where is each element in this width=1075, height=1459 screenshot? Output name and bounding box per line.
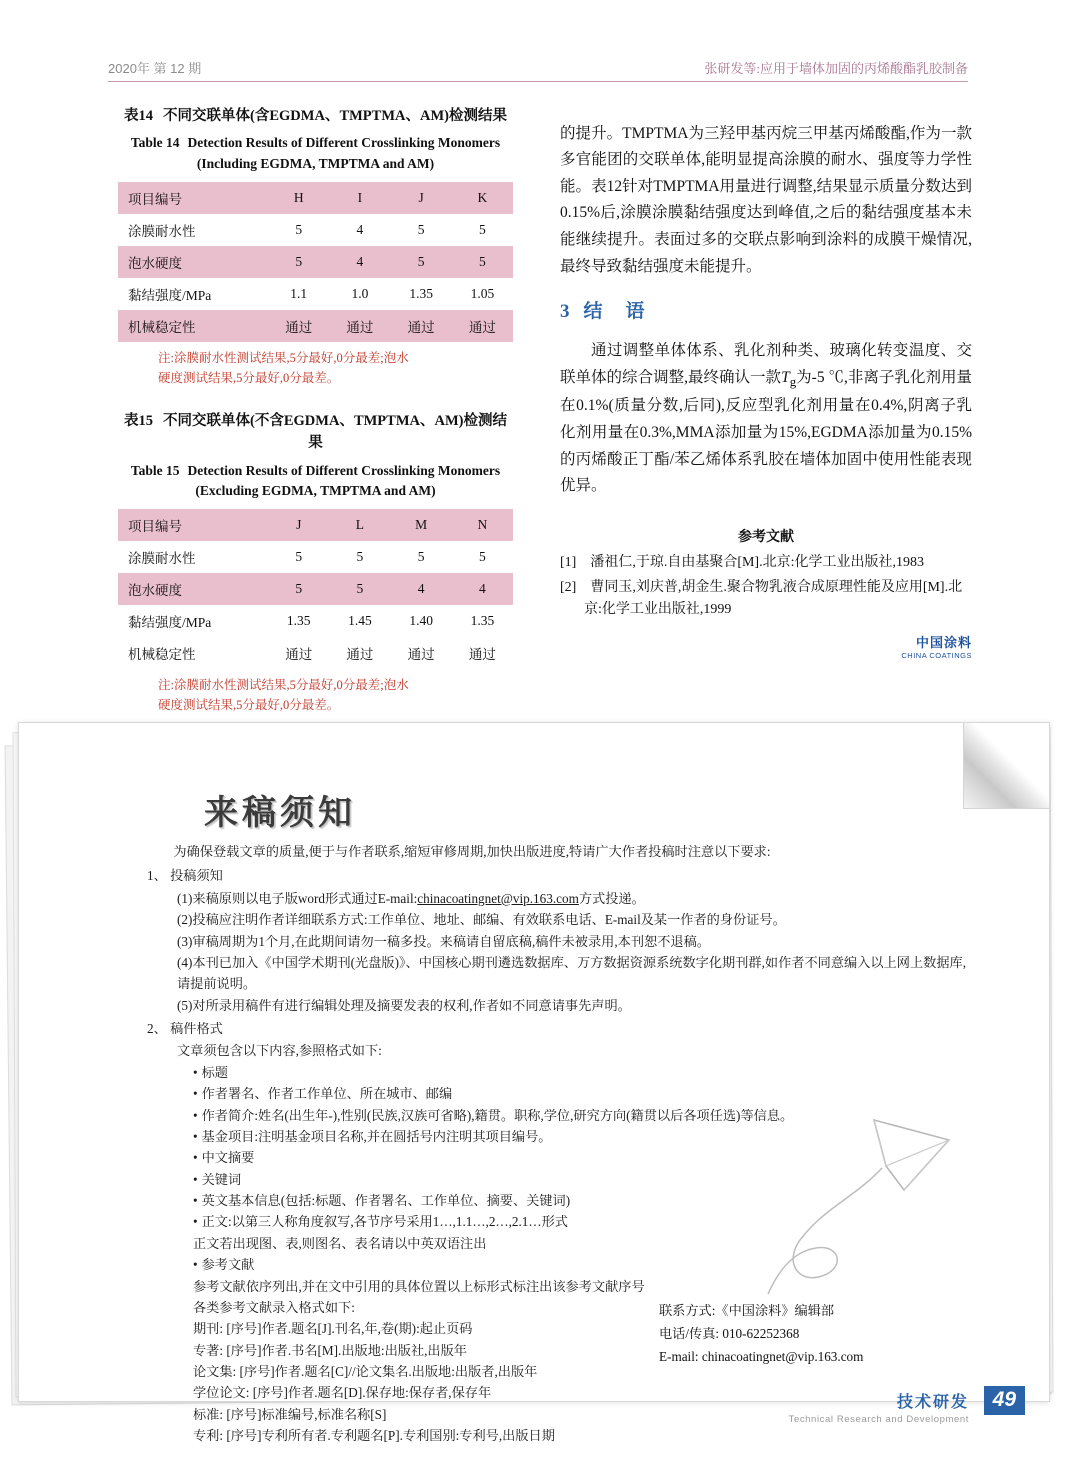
footer-section-cn: 技术研发 — [896, 1394, 969, 1411]
table15-col-3: M — [415, 517, 428, 533]
bullet-dot: • — [193, 1107, 198, 1123]
submission-email-link[interactable]: chinacoatingnet@vip.163.com — [417, 890, 579, 906]
table14-en-text: Detection Results of Different Crosslinking Monomers (Including EGDMA, TMPTMA and AM) — [187, 135, 501, 171]
cell: 通过 — [468, 319, 496, 335]
conclusion-paragraph — [560, 338, 972, 500]
bullet-dot: • — [193, 1214, 198, 1230]
section-title: 结 语 — [583, 300, 647, 322]
table15-col-4: N — [477, 517, 488, 533]
journal-logo-en: CHINA COATINGS — [901, 651, 972, 661]
ref-rule: 学位论文: [序号]作者.题名[D].保存地:保存者,保存年 — [193, 1385, 492, 1401]
cell: 黏结强度/MPa — [128, 615, 212, 631]
conclusion-part-b: 为-5 ℃,非离子乳化剂用量在0.1%(质量分数,后同),反应型乳化剂用量在0.4%,阴离子乳化剂用量在0.3%,MMA添加量为15%,EGDMA添加量为0.15%的丙烯酸正丁酯/苯乙烯体系乳胶在墙体加固中使用性能表现优异。 — [560, 369, 972, 495]
table-row — [118, 278, 513, 310]
table14-col-4: K — [477, 189, 488, 205]
table15-cn-label: 表15 — [124, 412, 154, 429]
bullet-dot: • — [193, 1086, 198, 1102]
table-block-14 — [118, 105, 513, 388]
bullet-dot: • — [193, 1171, 198, 1187]
cell: 5 — [417, 221, 425, 237]
right-column — [560, 105, 972, 660]
cell: 5 — [356, 549, 364, 565]
table-row — [118, 246, 513, 278]
table14-cn-label: 表14 — [124, 108, 154, 124]
notice-bullet — [147, 1062, 977, 1083]
notice-section2-head: 2、 稿件格式 — [147, 1021, 223, 1036]
ref-rule: 论文集: [序号]作者.题名[C]//论文集名.出版地:出版者,出版年 — [193, 1364, 538, 1379]
journal-logo — [560, 632, 972, 660]
header-issue: 2020年 第 12 期 — [108, 61, 202, 76]
notice-section2-lead: 文章须包含以下内容,参照格式如下: — [177, 1043, 382, 1059]
notice-section1-head: 1、 投稿须知 — [147, 868, 223, 884]
cell: 5 — [479, 253, 486, 269]
cell: 1.45 — [348, 613, 372, 629]
cell: 1.05 — [470, 285, 495, 301]
table14-en-caption — [118, 133, 513, 174]
conclusion-part-a: 通过调整单体体系、乳化剂种类、玻璃化转变温度、交联单体的综合调整,最终确认一款 — [560, 342, 972, 387]
cell: 1.35 — [409, 285, 433, 301]
footer-label-group — [789, 1389, 969, 1425]
bullet-text: 英文基本信息(包括:标题、作者署名、工作单位、摘要、关键词) — [201, 1193, 571, 1208]
bullet-text: 作者简介:姓名(出生年-),性别(民族,汉族可省略),籍贯。职称,学位,研究方向(籍贯以后各项任选)等信息。 — [201, 1107, 794, 1123]
cell: 5 — [295, 549, 303, 565]
cell: 5 — [295, 221, 303, 237]
paragraph-continuation: 的提升。TMPTMA为三羟甲基丙烷三甲基丙烯酸酯,作为一款多官能团的交联单体,能明显提高涂膜的耐水、强度等力学性能。表12针对TMPTMA用量进行调整,结果显示质量分数达到0.15%后,涂膜涂膜黏结强度达到峰值,之后的黏结强度基本未能继续提升。表面过多的交联点影响到涂料的成膜干燥情况,最终导致黏结强度未能提升。 — [560, 124, 972, 275]
table-row — [118, 573, 513, 605]
ref-rule: 标准: [序号]标准编号,标准名称[S] — [193, 1406, 387, 1422]
cell: 泡水硬度 — [128, 255, 182, 271]
bullet-text: 中文摘要 — [201, 1150, 255, 1166]
table-row — [118, 637, 513, 669]
table14-header-row — [118, 182, 513, 214]
table15-header-row — [118, 509, 513, 541]
bullet-text: 标题 — [201, 1064, 228, 1080]
bullet-text: 作者署名、作者工作单位、所在城市、邮编 — [201, 1086, 453, 1102]
section-heading — [560, 296, 972, 323]
cell: 机械稳定性 — [128, 319, 196, 335]
cell: 5 — [295, 581, 303, 597]
bullet-dot: • — [193, 1193, 198, 1208]
cell: 通过 — [285, 647, 313, 663]
notice-item: (5)对所录用稿件有进行编辑处理及摘要发表的权利,作者如不同意请事先声明。 — [177, 997, 631, 1013]
cell: 4 — [417, 581, 425, 597]
cell: 机械稳定性 — [128, 647, 196, 663]
notice-item: (3)审稿周期为1个月,在此期间请勿一稿多投。来稿请自留底稿,稿件未被录用,本刊恕不退稿。 — [177, 933, 710, 949]
table14-en-label: Table 14 — [130, 135, 180, 151]
cell: 5 — [479, 549, 486, 565]
table-block-15 — [118, 410, 513, 715]
notice-item — [147, 888, 977, 909]
cell: 5 — [295, 253, 303, 269]
cell: 5 — [417, 253, 425, 269]
notice-item: (2)投稿应注明作者详细联系方式:工作单位、地址、邮编、有效联系电话、E-mail及某一作者的身份证号。 — [177, 912, 786, 928]
table15-note-line2: 硬度测试结果,5分最好,0分最差。 — [158, 698, 340, 713]
cell: 通过 — [346, 319, 374, 335]
cell: 1.40 — [409, 613, 433, 629]
cell: 1.0 — [351, 285, 369, 301]
reference-item: [1] 潘祖仁,于琼.自由基聚合[M].北京:化学工业出版社,1983 — [560, 555, 924, 571]
table14 — [118, 182, 513, 342]
bullet-text: 参考文献 — [201, 1257, 255, 1273]
notice-title: 来稿须知 — [204, 794, 356, 832]
cell: 通过 — [468, 647, 496, 663]
bullet-text: 正文:以第三人称角度叙写,各节序号采用1…,1.1…,2…,2.1…形式 — [201, 1214, 568, 1230]
bullet-text: 基金项目:注明基金项目名称,并在圆括号内注明其项目编号。 — [201, 1128, 552, 1144]
table15-col-1: J — [296, 517, 302, 533]
cell: 5 — [356, 581, 364, 597]
table-row — [118, 541, 513, 573]
ref-rule: 专著: [序号]作者.书名[M].出版地:出版社,出版年 — [193, 1342, 467, 1358]
table14-cn-caption — [118, 105, 513, 127]
table14-note-line1: 注:涂膜耐水性测试结果,5分最好,0分最差;泡水 — [158, 350, 409, 365]
table15-cn-caption — [118, 410, 513, 455]
bullet-dot: • — [193, 1257, 198, 1273]
cell: 1.1 — [290, 285, 308, 301]
page-curl-corner — [963, 723, 1049, 809]
table-row — [118, 605, 513, 637]
cell: 5 — [417, 549, 425, 565]
cell: 4 — [356, 253, 364, 269]
header-running-title: 张研发等:应用于墙体加固的丙烯酸酯乳胶制备 — [704, 61, 968, 76]
table14-col-1: H — [293, 189, 304, 205]
journal-logo-cn: 中国涂料 — [915, 635, 972, 651]
page-footer — [789, 1389, 1025, 1425]
table14-note-line2: 硬度测试结果,5分最好,0分最差。 — [158, 370, 340, 385]
bullet-dot: • — [193, 1064, 198, 1080]
cell: 通过 — [346, 647, 374, 663]
footer-row — [789, 1389, 1025, 1425]
table15-en-caption — [118, 461, 513, 502]
spacer — [118, 388, 513, 410]
references-heading: 参考文献 — [738, 530, 794, 546]
footer-section-en: Technical Research and Development — [788, 1414, 969, 1425]
ref-rule: 专利: [序号]专利所有者.专利题名[P].专利国别:专利号,出版日期 — [193, 1428, 555, 1444]
cell: 1.35 — [470, 613, 495, 629]
ref-rule: 各类参考文献录入格式如下: — [193, 1299, 355, 1315]
cell: 通过 — [407, 647, 435, 663]
cell: 4 — [479, 581, 486, 597]
footer-page-box — [983, 1390, 1025, 1424]
bullet-dot: • — [193, 1128, 198, 1144]
bullet-text: 关键词 — [201, 1171, 242, 1187]
cell: 1.35 — [286, 613, 311, 629]
table15-en-label: Table 15 — [130, 462, 180, 478]
table15-note-line1: 注:涂膜耐水性测试结果,5分最好,0分最差;泡水 — [158, 678, 409, 693]
contact-line: 联系方式:《中国涂料》编辑部 — [659, 1303, 835, 1318]
cell: 涂膜耐水性 — [128, 223, 196, 239]
cell: 泡水硬度 — [128, 583, 182, 599]
left-column — [118, 105, 513, 715]
contact-email[interactable]: E-mail: chinacoatingnet@vip.163.com — [659, 1349, 864, 1365]
ref-rule: 期刊: [序号]作者.题名[J].刊名,年,卷(期):起止页码 — [193, 1321, 473, 1337]
table14-col-3: J — [418, 189, 424, 205]
table15 — [118, 509, 513, 669]
notice-sheet-group — [0, 688, 1075, 1444]
page-header — [108, 58, 968, 82]
table14-note — [118, 348, 513, 388]
table15-col-2: L — [355, 517, 365, 533]
cell: 通过 — [285, 319, 313, 335]
table15-cn-text: 不同交联单体(不含EGDMA、TMPTMA、AM)检测结果 — [163, 412, 507, 452]
ref-rule: 参考文献依序列出,并在文中引用的具体位置以上标形式标注出该参考文献序号 — [193, 1278, 645, 1294]
cell: 涂膜耐水性 — [128, 551, 196, 567]
table15-col-0: 项目编号 — [128, 519, 182, 535]
table-row — [118, 214, 513, 246]
page-number: 49 — [984, 1386, 1025, 1415]
bullet-dot: • — [193, 1150, 198, 1166]
tg-symbol: T — [781, 369, 790, 387]
cell: 通过 — [407, 319, 435, 335]
section-number: 3 — [560, 300, 572, 322]
tg-subscript: g — [789, 374, 797, 390]
header-rule — [108, 81, 968, 82]
table-row — [118, 310, 513, 342]
reference-item: [2] 曹同玉,刘庆普,胡金生.聚合物乳液合成原理性能及应用[M].北京:化学工业出版社,1999 — [560, 579, 963, 618]
contact-phone: 电话/传真: 010-62252368 — [659, 1326, 800, 1342]
notice-item-1-c: 方式投递。 — [578, 890, 645, 906]
notice-extra-line: 正文若出现图、表,则图名、表名请以中英双语注出 — [193, 1235, 487, 1251]
table14-cn-text: 不同交联单体(含EGDMA、TMPTMA、AM)检测结果 — [163, 108, 507, 124]
table15-en-text: Detection Results of Different Crosslinking Monomers (Excluding EGDMA, TMPTMA and AM) — [187, 462, 501, 499]
paper-plane-icon — [754, 1098, 984, 1298]
cell: 5 — [479, 221, 486, 237]
table14-col-2: I — [357, 189, 363, 205]
cell: 4 — [356, 221, 364, 237]
notice-item-1-a: (1)来稿原则以电子版word形式通过E-mail: — [177, 890, 418, 906]
editorial-contact — [659, 1299, 863, 1368]
table14-col-0: 项目编号 — [128, 191, 182, 207]
notice-item: (4)本刊已加入《中国学术期刊(光盘版)》、中国核心期刊遴选数据库、万方数据资源系统数字化期刊群,如作者不同意编入以上网上数据库,请提前说明。 — [177, 954, 967, 992]
cell: 黏结强度/MPa — [128, 287, 212, 303]
notice-lead: 为确保登载文章的质量,便于与作者联系,缩短审修周期,加快出版进度,特请广大作者投稿时注意以下要求: — [173, 844, 771, 859]
